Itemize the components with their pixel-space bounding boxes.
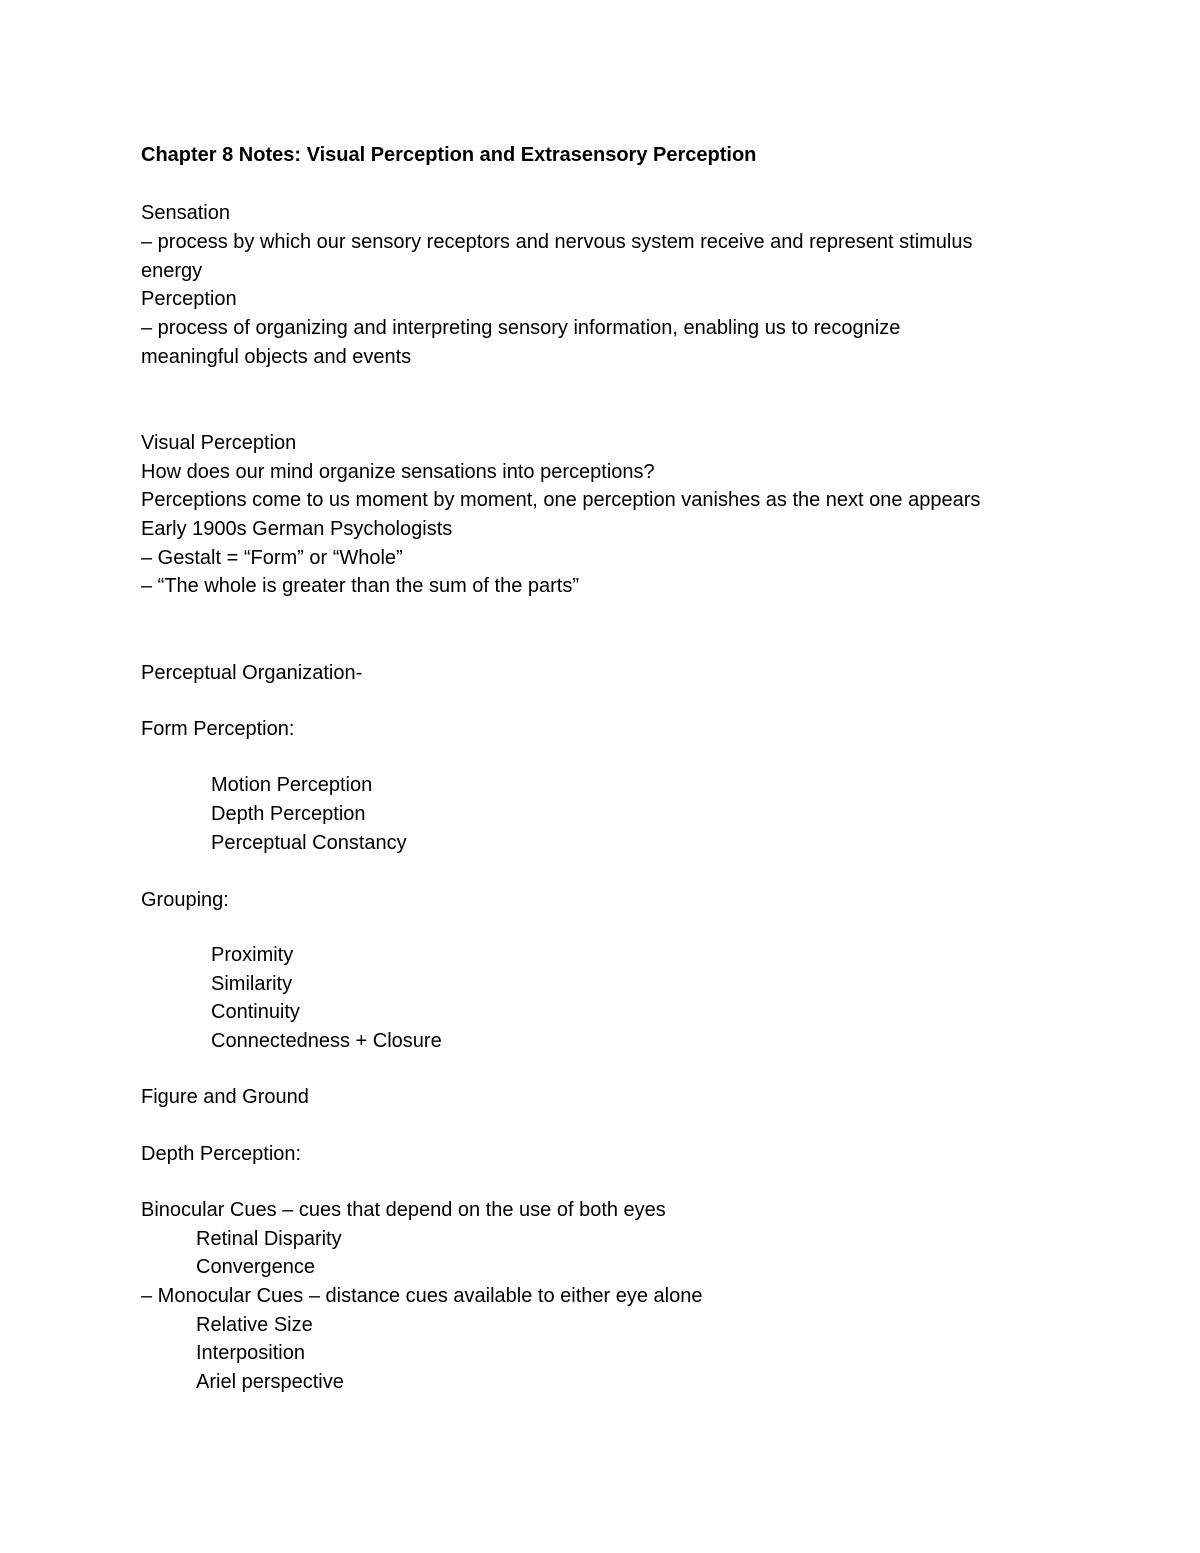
list-item: Relative Size — [196, 1314, 313, 1336]
perceptual-organization-heading: Perceptual Organization- — [141, 662, 363, 684]
perception-definition-cont: meaningful objects and events — [141, 346, 412, 368]
list-item: Continuity — [211, 1001, 300, 1023]
list-item: Retinal Disparity — [196, 1228, 342, 1250]
list-item: Similarity — [211, 973, 293, 995]
list-item: Motion Perception — [211, 774, 373, 796]
gestalt-line: – Gestalt = “Form” or “Whole” — [141, 547, 403, 569]
list-item: Depth Perception — [211, 803, 366, 825]
visual-question: How does our mind organize sensations into perceptions? — [141, 461, 655, 483]
depth-perception-heading: Depth Perception: — [141, 1143, 302, 1165]
perception-definition: – process of organizing and interpreting sensory information, enabling us to recognize — [141, 317, 901, 339]
list-item: Interposition — [196, 1342, 305, 1364]
whole-quote-line: – “The whole is greater than the sum of the parts” — [141, 575, 579, 597]
binocular-cues-line: Binocular Cues – cues that depend on the use of both eyes — [141, 1199, 666, 1221]
monocular-cues-line: – Monocular Cues – distance cues available to either eye alone — [141, 1285, 703, 1307]
figure-ground-heading: Figure and Ground — [141, 1086, 309, 1108]
visual-perception-heading: Visual Perception — [141, 432, 297, 454]
list-item: Perceptual Constancy — [211, 832, 407, 854]
grouping-heading: Grouping: — [141, 889, 229, 911]
sensation-heading: Sensation — [141, 202, 230, 224]
list-item: Proximity — [211, 944, 294, 966]
form-perception-heading: Form Perception: — [141, 718, 295, 740]
perception-heading: Perception — [141, 288, 237, 310]
sensation-definition: – process by which our sensory receptors and nervous system receive and represent stimulus — [141, 231, 973, 253]
visual-moment-line: Perceptions come to us moment by moment, one perception vanishes as the next one appears — [141, 489, 981, 511]
list-item: Connectedness + Closure — [211, 1030, 442, 1052]
early-psychologists-line: Early 1900s German Psychologists — [141, 518, 453, 540]
document-title: Chapter 8 Notes: Visual Perception and Extrasensory Perception — [141, 144, 757, 166]
sensation-definition-cont: energy — [141, 260, 203, 282]
list-item: Convergence — [196, 1256, 315, 1278]
list-item: Ariel perspective — [196, 1371, 344, 1393]
